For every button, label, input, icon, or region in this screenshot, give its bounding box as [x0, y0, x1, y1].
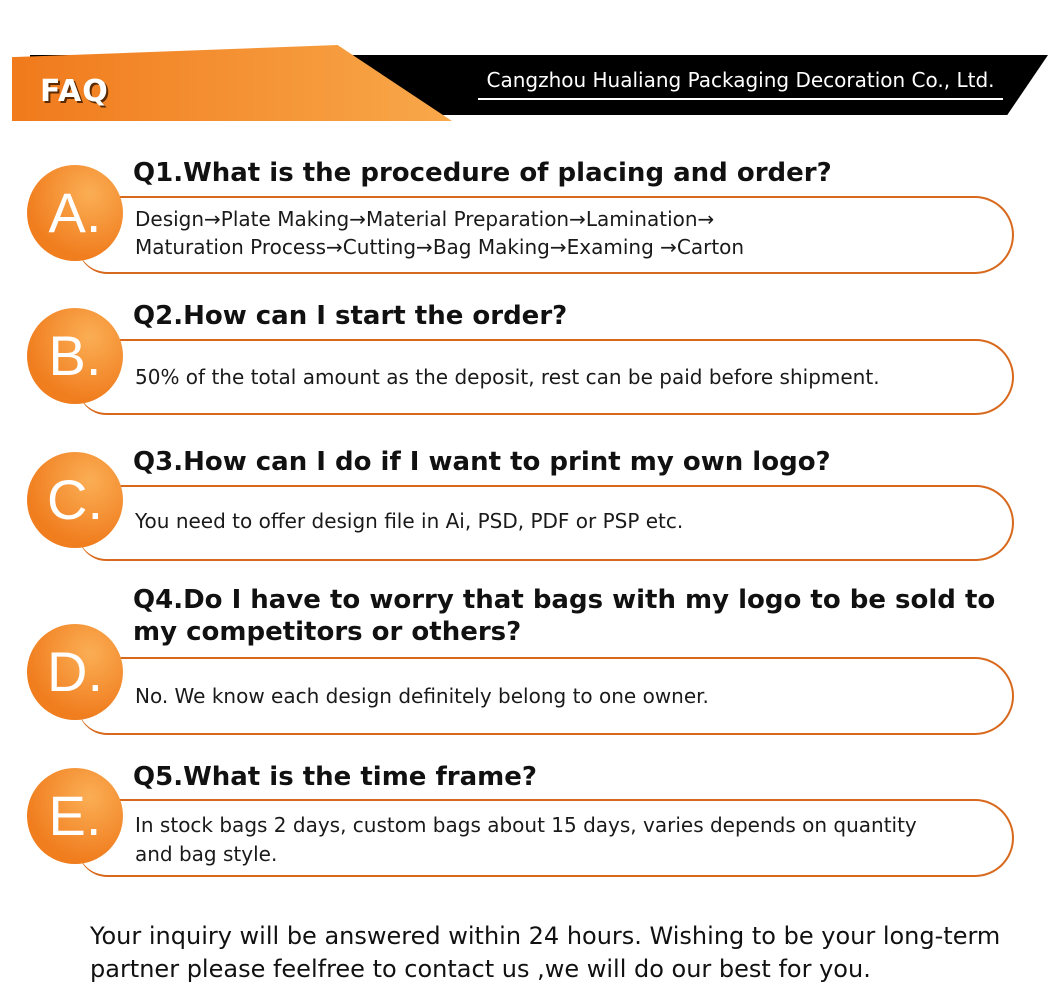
letter-badge: A.	[27, 165, 123, 261]
answer-line: No. We know each design definitely belong to one owner.	[135, 684, 709, 708]
question: Q1.What is the procedure of placing and order?	[133, 158, 832, 188]
answer-line: Design→Plate Making→Material Preparation→Lamination→	[135, 207, 715, 231]
question: Q5.What is the time frame?	[133, 762, 537, 792]
answer-line: 50% of the total amount as the deposit, rest can be paid before shipment.	[135, 365, 880, 389]
answer-line: You need to offer design file in Ai, PSD, PDF or PSP etc.	[135, 509, 684, 533]
question: my competitors or others?	[133, 617, 522, 647]
footer-note	[90, 920, 1000, 986]
answer-line: Maturation Process→Cutting→Bag Making→Examing →Carton	[135, 235, 745, 259]
answer-line: In stock bags 2 days, custom bags about 15 days, varies depends on quantity	[135, 813, 917, 837]
letter-badge: C.	[27, 452, 123, 548]
question: Q2.How can I start the order?	[133, 301, 568, 331]
letter-badge: D.	[27, 624, 123, 720]
footer-line: partner please feelfree to contact us ,we will do our best for you.	[90, 955, 871, 983]
question: Q4.Do I have to worry that bags with my logo to be sold to	[133, 585, 996, 615]
letter-badge: B.	[27, 308, 123, 404]
question: Q3.How can I do if I want to print my own logo?	[133, 447, 831, 477]
faq-title: FAQ	[40, 74, 109, 109]
company-name: Cangzhou Hualiang Packaging Decoration Co., Ltd.	[478, 68, 1003, 100]
footer-line: Your inquiry will be answered within 24 hours. Wishing to be your long-term	[90, 922, 1001, 950]
letter-badge: E.	[27, 768, 123, 864]
answer-line: and bag style.	[135, 842, 278, 866]
